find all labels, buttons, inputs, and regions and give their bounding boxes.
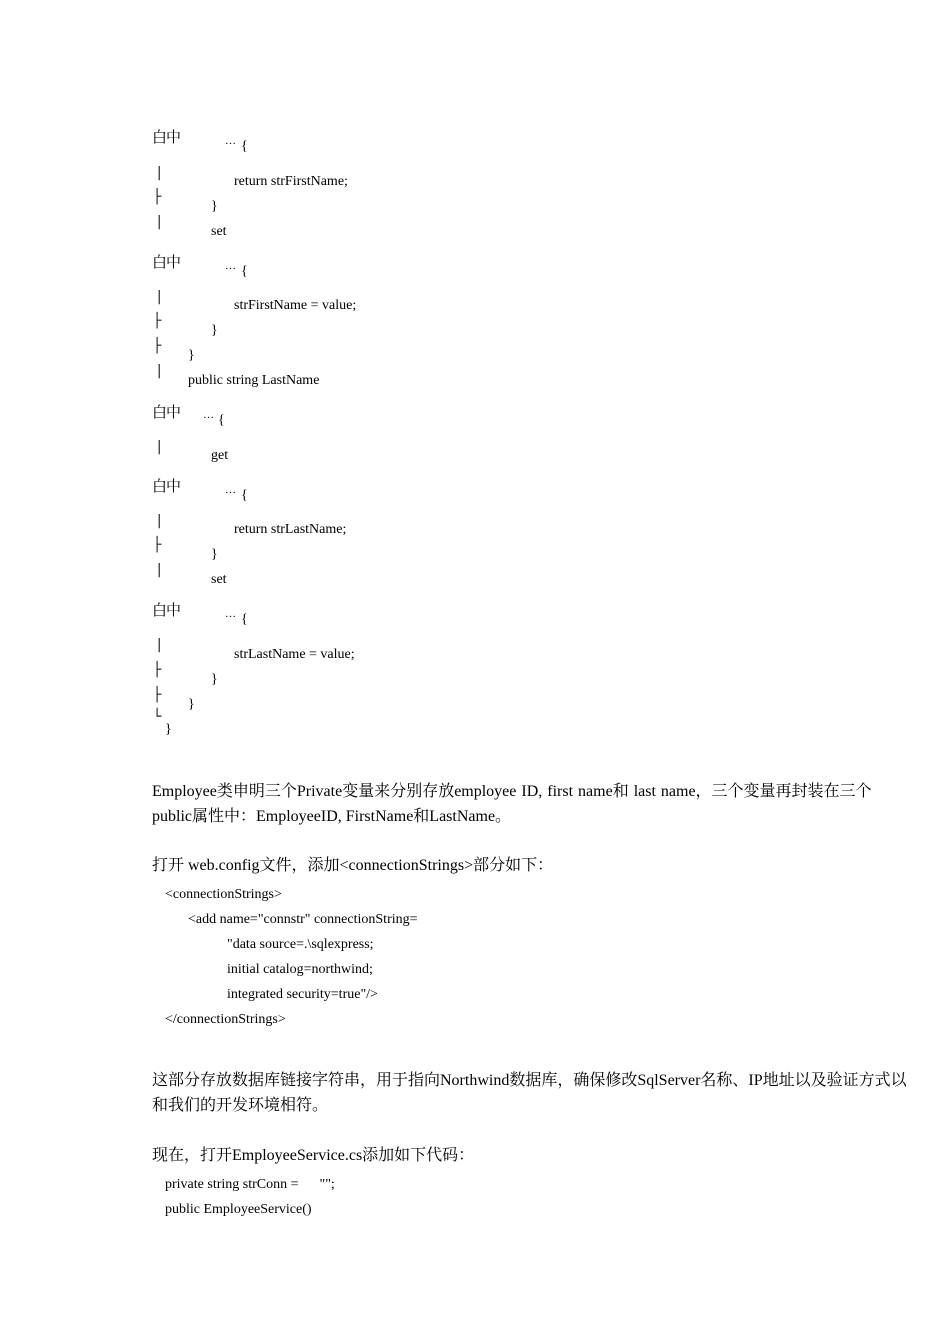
gutter-branch-icon: ├ — [153, 189, 162, 205]
code-line: } — [211, 672, 218, 687]
code-line: set — [211, 224, 227, 239]
code-line: { — [241, 488, 248, 503]
gutter-end-icon: └ — [153, 709, 162, 725]
gutter-line-icon: | — [155, 637, 164, 653]
ellipsis-icon: … — [225, 608, 237, 620]
gutter-branch-icon: ├ — [153, 313, 162, 329]
collapse-marker-icon[interactable]: 白中 — [152, 403, 181, 421]
gutter-branch-icon: ├ — [153, 662, 162, 678]
code-line: { — [218, 413, 225, 428]
code-line: get — [211, 448, 229, 463]
code-line: strFirstName = value; — [234, 298, 357, 313]
gutter-branch-icon: ├ — [153, 537, 162, 553]
gutter-line-icon: | — [155, 562, 164, 578]
code-line: private string strConn = ""; — [165, 1177, 335, 1192]
code-line: { — [241, 264, 248, 279]
code-line: public EmployeeService() — [165, 1202, 312, 1217]
paragraph-line: 和我们的开发环境相符。 — [152, 1097, 329, 1114]
collapse-marker-icon[interactable]: 白中 — [152, 128, 181, 146]
gutter-line-icon: | — [155, 513, 164, 529]
collapse-marker-icon[interactable]: 白中 — [152, 601, 181, 619]
gutter-line-icon: | — [155, 165, 164, 181]
ellipsis-icon: … — [203, 409, 215, 421]
code-line: } — [211, 199, 218, 214]
paragraph-line: Employee类申明三个Private变量来分别存放employee ID, first name和 last name，三个变量再封装在三个 — [152, 783, 872, 800]
gutter-branch-icon: ├ — [153, 338, 162, 354]
code-line: "data source=.\sqlexpress; — [227, 937, 374, 952]
collapse-marker-icon[interactable]: 白中 — [152, 477, 181, 495]
code-line: initial catalog=northwind; — [227, 962, 373, 977]
paragraph-open-webconfig: 打开 web.config文件，添加<connectionStrings>部分如下： — [152, 857, 554, 874]
code-line: } — [211, 547, 218, 562]
code-line: integrated security=true"/> — [227, 987, 378, 1002]
ellipsis-icon: … — [225, 260, 237, 272]
ellipsis-icon: … — [225, 484, 237, 496]
code-line: public string LastName — [188, 373, 320, 388]
code-line: { — [241, 139, 248, 154]
paragraph-line: 这部分存放数据库链接字符串，用于指向Northwind数据库，确保修改SqlServer名称、IP地址以及验证方式以 — [152, 1072, 907, 1089]
paragraph-line: public属性中：EmployeeID, FirstName和LastName。 — [152, 808, 512, 825]
gutter-line-icon: | — [155, 439, 164, 455]
code-line: set — [211, 572, 227, 587]
code-line: } — [188, 697, 195, 712]
code-line: { — [241, 612, 248, 627]
code-line: } — [211, 323, 218, 338]
code-line: return strFirstName; — [234, 174, 348, 189]
gutter-line-icon: | — [155, 289, 164, 305]
code-line: return strLastName; — [234, 522, 347, 537]
collapse-marker-icon[interactable]: 白中 — [152, 253, 181, 271]
paragraph-open-employee-service: 现在，打开EmployeeService.cs添加如下代码： — [152, 1147, 475, 1164]
code-line: strLastName = value; — [234, 647, 355, 662]
code-line: } — [165, 722, 172, 737]
gutter-branch-icon: ├ — [153, 687, 162, 703]
code-line: </connectionStrings> — [165, 1012, 286, 1027]
code-line: } — [188, 348, 195, 363]
ellipsis-icon: … — [225, 135, 237, 147]
code-line: <add name="connstr" connectionString= — [188, 912, 418, 927]
gutter-line-icon: | — [155, 363, 164, 379]
gutter-line-icon: | — [155, 214, 164, 230]
code-line: <connectionStrings> — [165, 887, 282, 902]
